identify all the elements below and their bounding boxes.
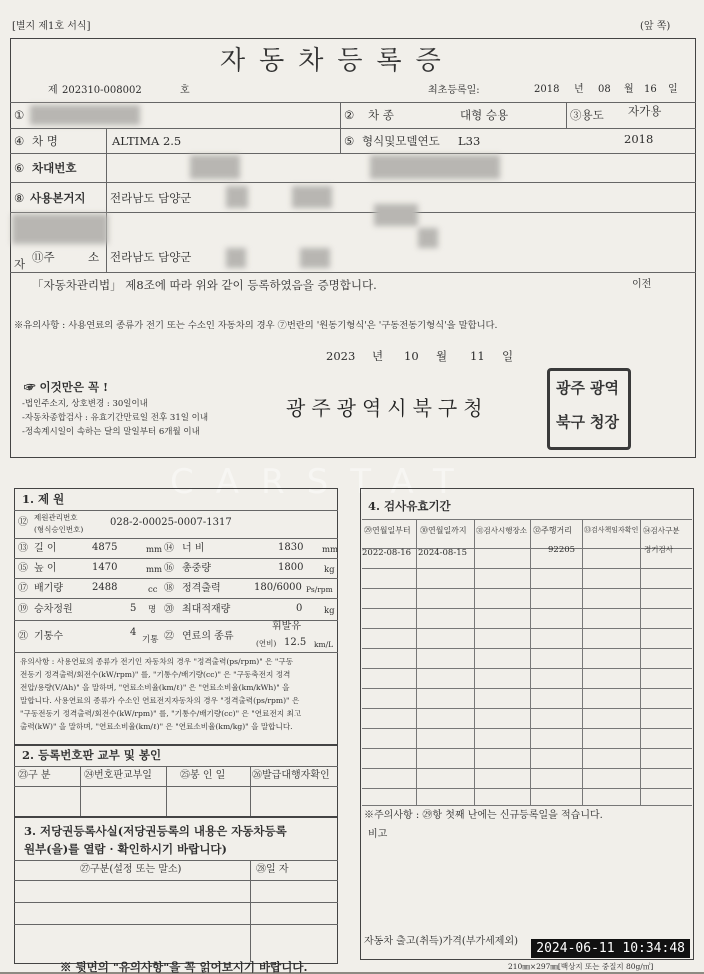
redacted-owner-name xyxy=(30,105,140,125)
spec-mgmt-number: 028-2-00025-0007-1317 xyxy=(110,517,232,528)
spec-width: 1830 xyxy=(278,542,304,553)
address: 전라남도 담양군 xyxy=(110,250,192,264)
spec-height: 1470 xyxy=(92,562,118,573)
car-name: ALTIMA 2.5 xyxy=(112,134,182,148)
redacted-location-2 xyxy=(292,186,332,208)
mortgage-title: 3. 저당권등록사실(저당권등록의 내용은 자동차등록 xyxy=(24,824,287,838)
law-text: 「자동차관리법」 제8조에 따라 위와 같이 등록하였음을 증명합니다. xyxy=(32,278,377,292)
registration-certificate: [별지 제1호 서식] (앞 쪽) 자동차등록증 제 202310-008002 호 최초등록일: 2018 년 08 월 16 일 ① ② 차 종 대형 승용 ③용도 자가용 ④ 차 명 ALTIMA 2.5 ⑤ 형식및모델연도 L33 2018 ⑥ 차대번호 ⑧ 사용본거지 전라남도 담양군 자 ⑪주 소 전라남도 담양군 「자동차관리법」 제8조에 따라 위와 같이 등록하였음을 증명합니다. 이전 ※유의사항 : 사용연료의 종류가 전기 또는 수소인 자동차의 경우 ⑦번란의 '원동기형식'은 '구동전동기형식'을 말합니다. 2023 년 10 월 11 일 ☞ 이것만은 꼭 ! -법인주소지, 상호변경 : 30일이내 -자동차종합검사 : 유효기간만료일 전후 31일 이내 -정속계시일이 속하는 달의 말일부터 6개월 이내 광주광역시북구청 광주 광역 북구 청장 CARSTAT 1. 제 원 ⑫ 제원관리번호 (형식승인번호) 028-2-00025-0007-1317 ⑬ 길 이 4875 mm ⑭ 너 비 1830 mm ⑮ 높 이 1470 mm ⑯ 총중량 1800 kg ⑰ 배기량 2488 cc ⑱ 정격출력 180/6000 Ps/rpm ⑲ 승차정원 5 명 ⑳ 최대적재량 0 kg ㉑ 기통수 4 기통 ㉒ 연료의 종류 휘발유 (연비) 12.5 km/L 유의사항 : 사용연료의 종류가 전기인 자동차의 경우 "정격출력(ps/rpm)" 은 "구동 전동기 정격출력/회전수(kW/rpm)" 를, "기통수/배기량(cc)" 은 "구동축전지 정격 전압/용량(V/Ah)" 을 말하며, "연료소비율(km/ℓ)" 은 "연료소비율(km/kWh)" 을 말합니다. 사용연료의 종류가 수소인 연료전지자동차의 경우 "정격출력(ps/rpm)" 은 "구동전동기 정격출력/회전수(kW/rpm)" 를, "기통수/배기량(cc)" 은 "연료전지 최고 출력(kW)" 을 말하며, "연료소비율(km/ℓ)" 은 "연료소비율(km/kg)" 을 말합니다. 2. 등록번호판 교부 및 봉인 ㉓구 분 ㉔번호판교부일 ㉕봉 인 일 ㉖발급대행자확인 3. 저당권등록사실(저당권등록의 내용은 자동차등록 원부(을)를 열람 · 확인하시기 바랍니다) ㉗구분(설정 또는 말소) ㉘일 자 ※ 뒷면의 "유의사항"을 꼭 읽어보시기 바랍니다. 4. 검사유효기간 ㉙연월일부터 ㉚연월일까지 ㉛검사시행장소 ㉜주행거리 ㉝검사책임자확인 ㉞검사구분 2022-08-16 2024-08-15 92205 정기검사 ※주의사항 : ㉙항 첫째 난에는 신규등록일을 적습니다. 비고 자동차 출고(취득)가격(부가세제외) 210㎜×297㎜[백상지 또는 중질지 80g/㎡] xyxy=(0,0,704,972)
first-reg-day: 16 xyxy=(644,84,657,95)
issuing-office: 광주광역시북구청 xyxy=(286,396,489,420)
registration-number: 202310-008002 xyxy=(62,85,142,96)
spec-seats: 5 xyxy=(130,603,137,614)
model: L33 xyxy=(458,134,481,148)
footer-size: 210㎜×297㎜[백상지 또는 중질지 80g/㎡] xyxy=(508,962,654,971)
notice-text: ※유의사항 : 사용연료의 종류가 전기 또는 수소인 자동차의 경우 ⑦번란의 '원동기형식'은 '구동전동기형식'을 말합니다. xyxy=(14,320,498,331)
spec-weight: 1800 xyxy=(278,562,304,573)
car-type: 대형 승용 xyxy=(460,108,509,122)
redacted-address-2 xyxy=(300,248,330,268)
spec-power: 180/6000 xyxy=(254,582,302,593)
official-seal: 광주 광역 북구 청장 xyxy=(547,368,631,450)
form-label: [별지 제1호 서식] xyxy=(12,21,91,32)
must-know-title: ☞ 이것만은 꼭 ! xyxy=(24,380,109,394)
inspection-kind: 정기검사 xyxy=(644,545,673,554)
plate-title: 2. 등록번호판 교부 및 봉인 xyxy=(22,748,162,762)
spec-efficiency: 12.5 xyxy=(284,637,307,648)
inspection-mileage: 92205 xyxy=(548,545,576,555)
first-reg-month: 08 xyxy=(598,84,611,95)
spec-title: 1. 제 원 xyxy=(22,492,65,506)
spec-max-load: 0 xyxy=(296,603,303,614)
inspection-title: 4. 검사유효기간 xyxy=(368,499,451,513)
spec-fuel: 휘발유 xyxy=(272,621,301,632)
redacted-owner-label xyxy=(12,214,108,244)
redacted-owner-id xyxy=(374,204,418,226)
watermark: CARSTAT xyxy=(170,462,476,502)
inspection-box xyxy=(360,488,694,960)
redacted-vin-2 xyxy=(370,155,500,179)
spec-cylinders: 4 xyxy=(130,627,137,638)
inspection-to: 2024-08-15 xyxy=(418,548,468,558)
inspection-note: ※주의사항 : ㉙항 첫째 난에는 신규등록일을 적습니다. xyxy=(364,810,603,821)
first-registration-label: 최초등록일: xyxy=(428,85,480,96)
back-notice: ※ 뒷면의 "유의사항"을 꼭 읽어보시기 바랍니다. xyxy=(60,960,308,974)
redacted-owner-id-2 xyxy=(418,228,438,248)
location: 전라남도 담양군 xyxy=(110,191,192,205)
redacted-address-1 xyxy=(226,248,246,268)
photo-timestamp: 2024-06-11 10:34:48 xyxy=(531,939,690,958)
redacted-location-1 xyxy=(226,186,248,208)
page-title: 자동차등록증 xyxy=(220,46,455,76)
usage: 자가용 xyxy=(628,104,662,118)
mortgage-box xyxy=(14,816,338,964)
side-label: (앞 쪽) xyxy=(640,21,671,32)
price-label: 자동차 출고(취득)가격(부가세제외) xyxy=(364,936,519,947)
spec-length: 4875 xyxy=(92,542,118,553)
first-reg-year: 2018 xyxy=(534,84,560,95)
model-year: 2018 xyxy=(624,132,654,146)
remarks-label: 비고 xyxy=(368,829,388,840)
redacted-vin-1 xyxy=(190,155,240,179)
inspection-from: 2022-08-16 xyxy=(362,548,412,558)
transfer-note: 이전 xyxy=(632,279,652,290)
spec-displacement: 2488 xyxy=(92,582,118,593)
